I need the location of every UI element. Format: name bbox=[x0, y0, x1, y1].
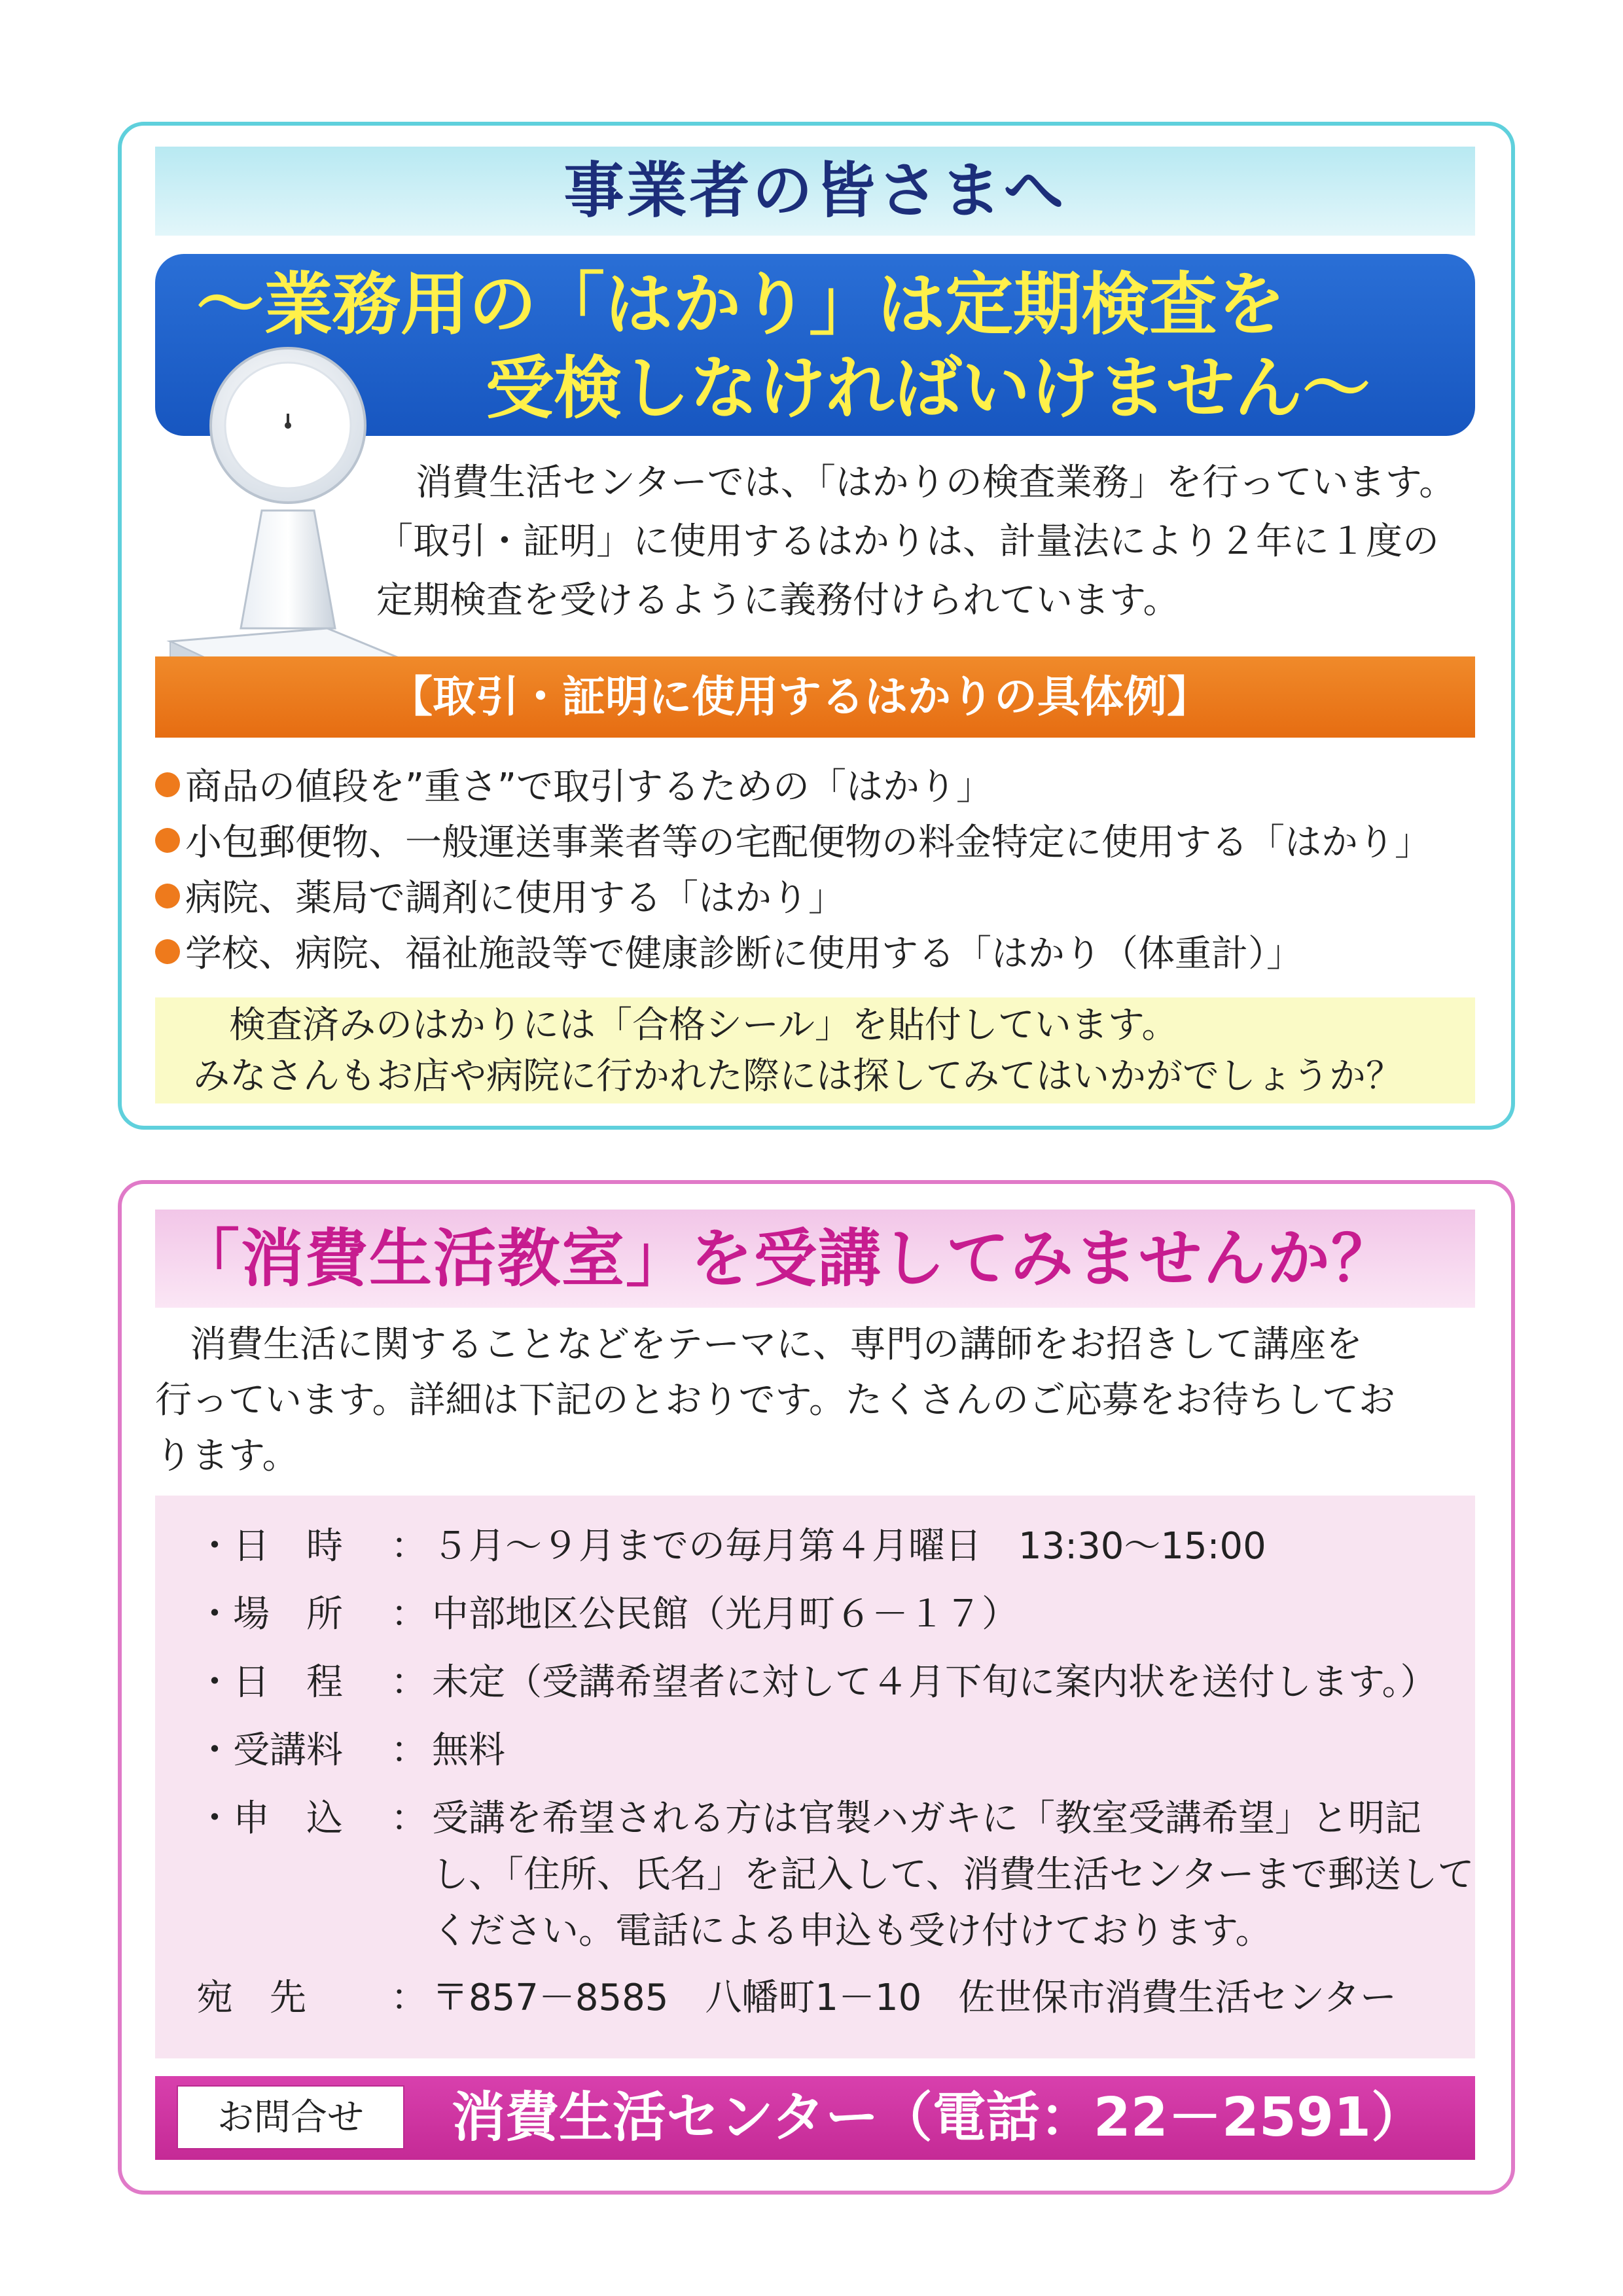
notice-line-1: 検査済みのはかりには「合格シール」を貼付しています。 bbox=[229, 1004, 1179, 1047]
list-item-text: 学校、病院、福祉施設等で健康診断に使用する「はかり（体重計）」 bbox=[185, 933, 1303, 975]
banner-line-1: ～業務用の「はかり」は定期検査を bbox=[196, 264, 1286, 344]
bullet-dot-icon bbox=[155, 884, 180, 908]
detail-value: 中部地区公民館（光月町６－１７） bbox=[432, 1593, 1018, 1636]
application-line-2: し、「住所、氏名」を記入して、消費生活センターまで郵送して bbox=[432, 1854, 1474, 1896]
section1-title: 事業者の皆さまへ bbox=[563, 156, 1067, 226]
detail-value: ５月～９月までの毎月第４月曜日 13:30～15:00 bbox=[432, 1525, 1266, 1568]
detail-label: ・受講料 bbox=[196, 1729, 343, 1772]
list-item bbox=[155, 926, 1303, 982]
detail-row-venue bbox=[196, 1587, 1018, 1643]
list-item-text: 商品の値段を”重さ”で取引するための「はかり」 bbox=[185, 766, 993, 808]
detail-row-application bbox=[196, 1791, 1421, 1847]
bullet-dot-icon bbox=[155, 772, 180, 797]
section2-title: 「消費生活教室」を受講してみませんか？ bbox=[177, 1222, 1395, 1295]
detail-value: 未定（受講希望者に対して４月下旬に案内状を送付します。） bbox=[432, 1661, 1437, 1704]
detail-label: ・日 程 bbox=[196, 1661, 343, 1704]
detail-value: 無料 bbox=[432, 1729, 505, 1772]
intro-line-2: 「取引・証明」に使用するはかりは、計量法により２年に１度の bbox=[376, 520, 1439, 563]
detail-row-address bbox=[196, 1970, 1397, 2026]
list-item bbox=[155, 870, 845, 927]
list-item bbox=[155, 815, 1431, 871]
detail-row-fee bbox=[196, 1723, 505, 1779]
detail-label: ・申 込 bbox=[196, 1797, 343, 1840]
application-line-3: ください。電話による申込も受け付けております。 bbox=[432, 1910, 1272, 1952]
bullet-dot-icon bbox=[155, 939, 180, 964]
intro-line-3: 定期検査を受けるように義務付けられています。 bbox=[376, 579, 1180, 622]
detail-label: 宛 先 bbox=[196, 1977, 306, 2019]
notice-line-2: みなさんもお店や病院に行かれた際には探してみてはいかがでしょうか？ bbox=[193, 1055, 1402, 1098]
inquiry-label: お問合せ bbox=[177, 2085, 404, 2149]
list-item bbox=[155, 759, 993, 816]
detail-row-schedule bbox=[196, 1655, 1437, 1711]
class-intro-line-3: ります。 bbox=[155, 1435, 299, 1477]
detail-separator: ： bbox=[391, 1593, 427, 1636]
detail-value: 受講を希望される方は官製ハガキに「教室受講希望」と明記 bbox=[432, 1797, 1421, 1840]
detail-separator: ： bbox=[391, 1977, 427, 2019]
class-intro-line-2: 行っています。詳細は下記のとおりです。たくさんのご応募をお待ちしてお bbox=[155, 1379, 1396, 1422]
examples-heading: 【取引・証明に使用するはかりの具体例】 bbox=[389, 672, 1210, 722]
class-intro-line-1: 消費生活に関することなどをテーマに、専門の講師をお招きして講座を bbox=[190, 1323, 1363, 1366]
detail-separator: ： bbox=[391, 1661, 427, 1704]
detail-value: 〒857－8585 八幡町1－10 佐世保市消費生活センター bbox=[432, 1977, 1397, 2019]
detail-row-datetime bbox=[196, 1518, 1266, 1575]
banner-line-2: 受検しなければいけません～ bbox=[486, 348, 1371, 428]
detail-label: ・日 時 bbox=[196, 1525, 343, 1568]
detail-label: ・場 所 bbox=[196, 1593, 343, 1636]
detail-separator: ： bbox=[391, 1797, 427, 1840]
detail-separator: ： bbox=[391, 1525, 427, 1568]
bullet-dot-icon bbox=[155, 828, 180, 853]
intro-line-1: 消費生活センターでは、「はかりの検査業務」を行っています。 bbox=[416, 461, 1456, 504]
inquiry-contact: 消費生活センター（電話：22－2591） bbox=[452, 2087, 1425, 2149]
detail-separator: ： bbox=[391, 1729, 427, 1772]
list-item-text: 病院、薬局で調剤に使用する「はかり」 bbox=[185, 877, 845, 920]
list-item-text: 小包郵便物、一般運送事業者等の宅配便物の料金特定に使用する「はかり」 bbox=[185, 821, 1431, 864]
